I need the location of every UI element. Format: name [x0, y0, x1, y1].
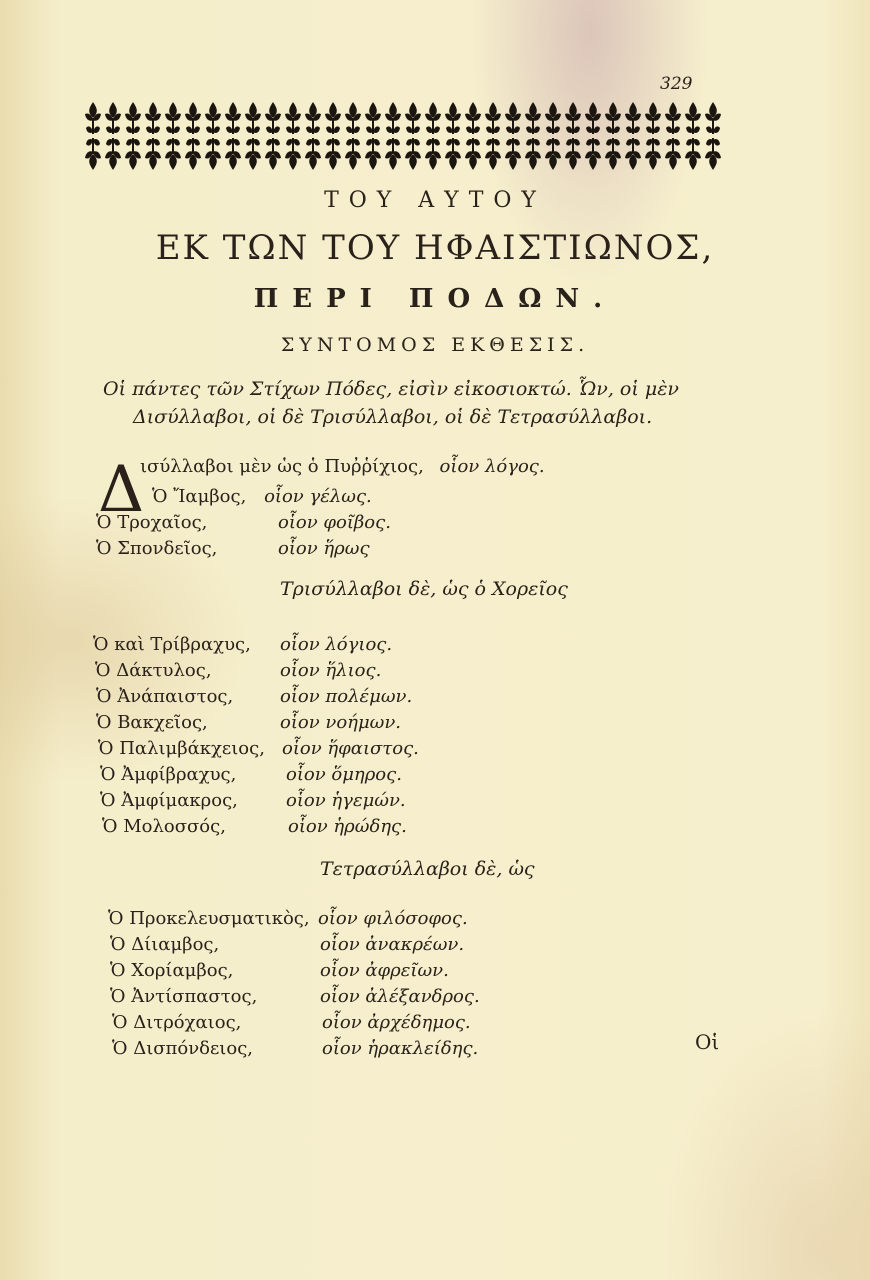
foot-example: οἷον φιλόσοφος. — [318, 908, 468, 929]
foot-name: Ὁ Βακχεῖος, — [96, 712, 208, 733]
heading-author: ΤΟΥ ΑΥΤΟΥ — [324, 188, 546, 213]
foot-example: οἷον ἀλέξανδρος. — [320, 986, 480, 1007]
foot-example: οἷον ἀνακρέων. — [320, 934, 465, 955]
foot-example: οἷον ὅμηρος. — [286, 764, 402, 785]
heading-subtitle: ΣΥΝΤΟΜΟΣ ΕΚΘΕΣΙΣ. — [280, 334, 590, 356]
foot-example: οἷον ἡρακλείδης. — [322, 1038, 479, 1059]
foot-example: οἷον ἥφαιστος. — [282, 738, 419, 759]
foot-name: Ὁ Δίιαμβος, — [110, 934, 220, 955]
list-item — [96, 512, 207, 533]
foot-name: Ὁ Παλιμβάκχειος, — [98, 738, 265, 759]
intro-line-2: Δισύλλαβοι, οἱ δὲ Τρισύλλαβοι, οἱ δὲ Τετρασύλλαβοι. — [133, 406, 653, 428]
foot-example: οἷον λόγιος. — [280, 634, 393, 655]
foot-name: Ὁ Μολοσσός, — [102, 816, 226, 837]
foot-name: Ὁ Ἀμφίβραχυς, — [100, 764, 237, 785]
foot-name: Ὁ Ἀμφίμακρος, — [100, 790, 238, 811]
foot-name: ισύλλαβοι μὲν ὡς ὁ Πυῤῥίχιος, — [140, 456, 424, 477]
foot-example: οἷον γέλως. — [264, 486, 372, 507]
foot-name: Ὁ Σπονδεῖος, — [96, 538, 218, 559]
list-item — [96, 538, 217, 559]
foot-example: οἷον ἥρως — [278, 538, 370, 559]
foot-example: οἷον ἥλιος. — [280, 660, 382, 681]
ornamental-headpiece — [83, 100, 723, 172]
foot-example: οἷον λόγος. — [439, 456, 545, 477]
section-heading-trisyllabic: Τρισύλλαβοι δὲ, ὡς ὁ Χορεῖος — [280, 578, 568, 600]
foot-example: οἷον φοῖβος. — [278, 512, 391, 533]
heading-source: ΕΚ ΤΩΝ ΤΟΥ ΗΦΑΙΣΤΙΩΝΟΣ, — [155, 228, 715, 268]
foot-name: Ὁ Ἀνάπαιστος, — [96, 686, 234, 707]
heading-title: ΠΕΡΙ ΠΟΔΩΝ. — [253, 284, 617, 314]
list-item — [152, 486, 372, 507]
foot-example: οἷον ἀρχέδημος. — [322, 1012, 471, 1033]
foot-name: Ὁ καὶ Τρίβραχυς, — [93, 634, 251, 655]
foot-name: Ὁ Δάκτυλος, — [95, 660, 212, 681]
page-number: 329 — [660, 74, 693, 94]
foot-name: Ὁ Ἀντίσπαστος, — [110, 986, 258, 1007]
foot-name: Ὁ Ἴαμβος, — [152, 486, 247, 507]
foot-name: Ὁ Προκελευσματικὸς, — [108, 908, 310, 929]
foot-name: Ὁ Δισπόνδειος, — [112, 1038, 254, 1059]
intro-line-1: Οἱ πάντες τῶν Στίχων Πόδες, εἰσὶν εἰκοσιοκτώ. Ὧν, οἱ μὲν — [103, 378, 679, 400]
foot-example: οἷον πολέμων. — [280, 686, 413, 707]
drop-cap: Δ — [98, 453, 145, 527]
catchword: Οἱ — [695, 1030, 720, 1054]
foot-name: Ὁ Τροχαῖος, — [96, 512, 208, 533]
foot-name: Ὁ Χορίαμβος, — [110, 960, 234, 981]
list-item — [140, 456, 545, 477]
section-heading-tetrasyllabic: Τετρασύλλαβοι δὲ, ὡς — [320, 858, 535, 880]
foot-example: οἷον νοήμων. — [280, 712, 401, 733]
foot-example: οἷον ἡγεμών. — [286, 790, 406, 811]
foot-example: οἷον ἀφρεῖων. — [320, 960, 449, 981]
foot-example: οἷον ἡρώδης. — [288, 816, 407, 837]
foot-name: Ὁ Διτρόχαιος, — [112, 1012, 242, 1033]
